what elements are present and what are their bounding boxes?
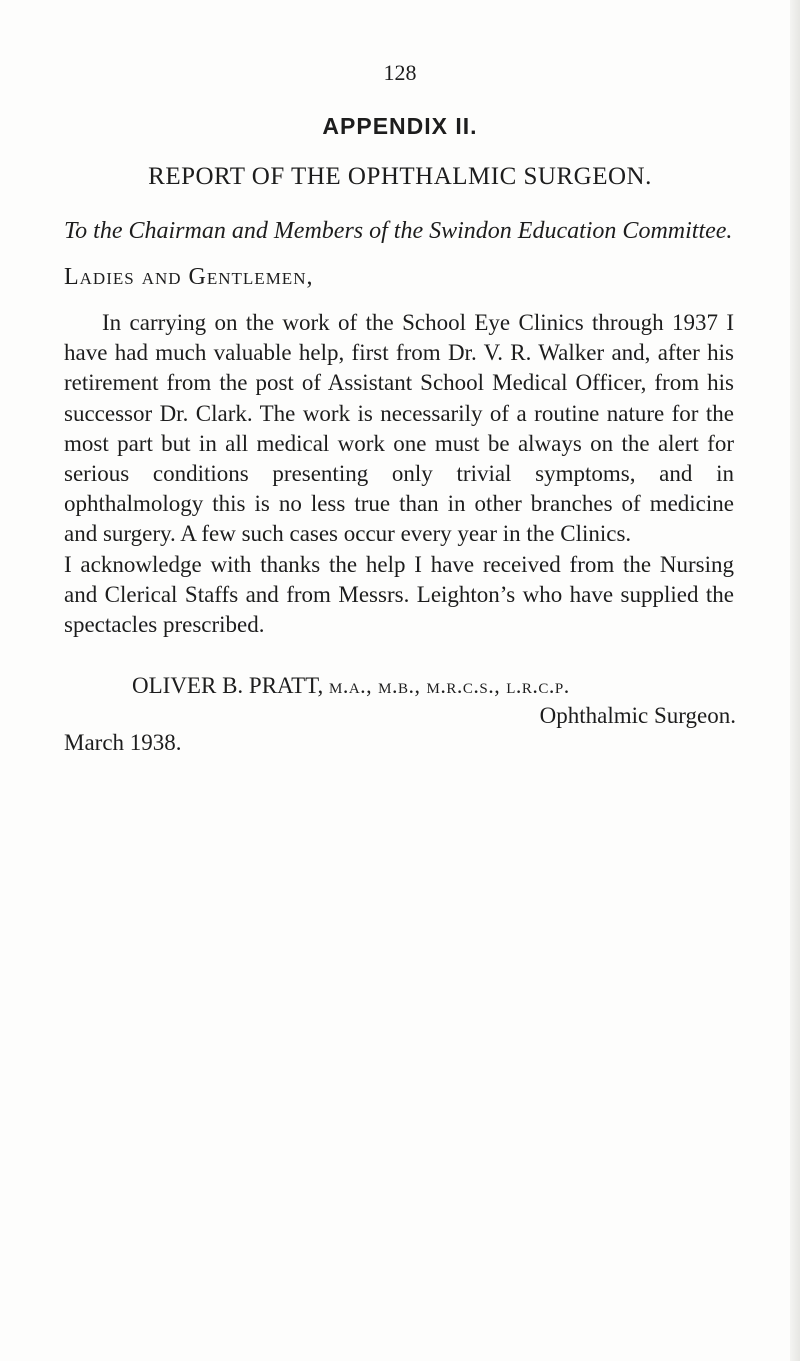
greeting: Ladies and Gentlemen,: [64, 264, 314, 290]
signatory-name: OLIVER B. PRATT,: [132, 673, 324, 698]
appendix-heading: APPENDIX II.: [322, 113, 478, 139]
salutation-line: To the Chairman and Members of the Swindon Education Committee.: [64, 218, 733, 244]
signatory-qualifications: m.a., m.b., m.r.c.s., l.r.c.p.: [329, 673, 570, 698]
signature-line: [132, 673, 570, 699]
page-edge-shadow: [790, 0, 800, 1361]
body-paragraph: In carrying on the work of the School Eye Clinics through 1937 I have had much valuable help, first from Dr. V. R. Walker and, after his retirement from the post of Assistant School Medical Officer, from his successor Dr. Clark. The work is necessarily of a routine nature for the most part but in all medical work one must be always on the alert for serious conditions presenting only trivial symptoms, and in ophthalmology this is no less true than in other branches of medicine and surgery. A few such cases occur every year in the Clinics.: [64, 310, 734, 547]
report-body: [64, 308, 734, 640]
signatory-position: Ophthalmic Surgeon.: [539, 703, 736, 728]
report-date: March 1938.: [64, 730, 182, 755]
body-paragraph: I acknowledge with thanks the help I have received from the Nursing and Clerical Staffs and from Messrs. Leighton’s who have supplied the spectacles prescribed.: [64, 551, 734, 638]
report-title: REPORT OF THE OPHTHALMIC SURGEON.: [148, 163, 652, 190]
page-number: 128: [383, 60, 417, 85]
